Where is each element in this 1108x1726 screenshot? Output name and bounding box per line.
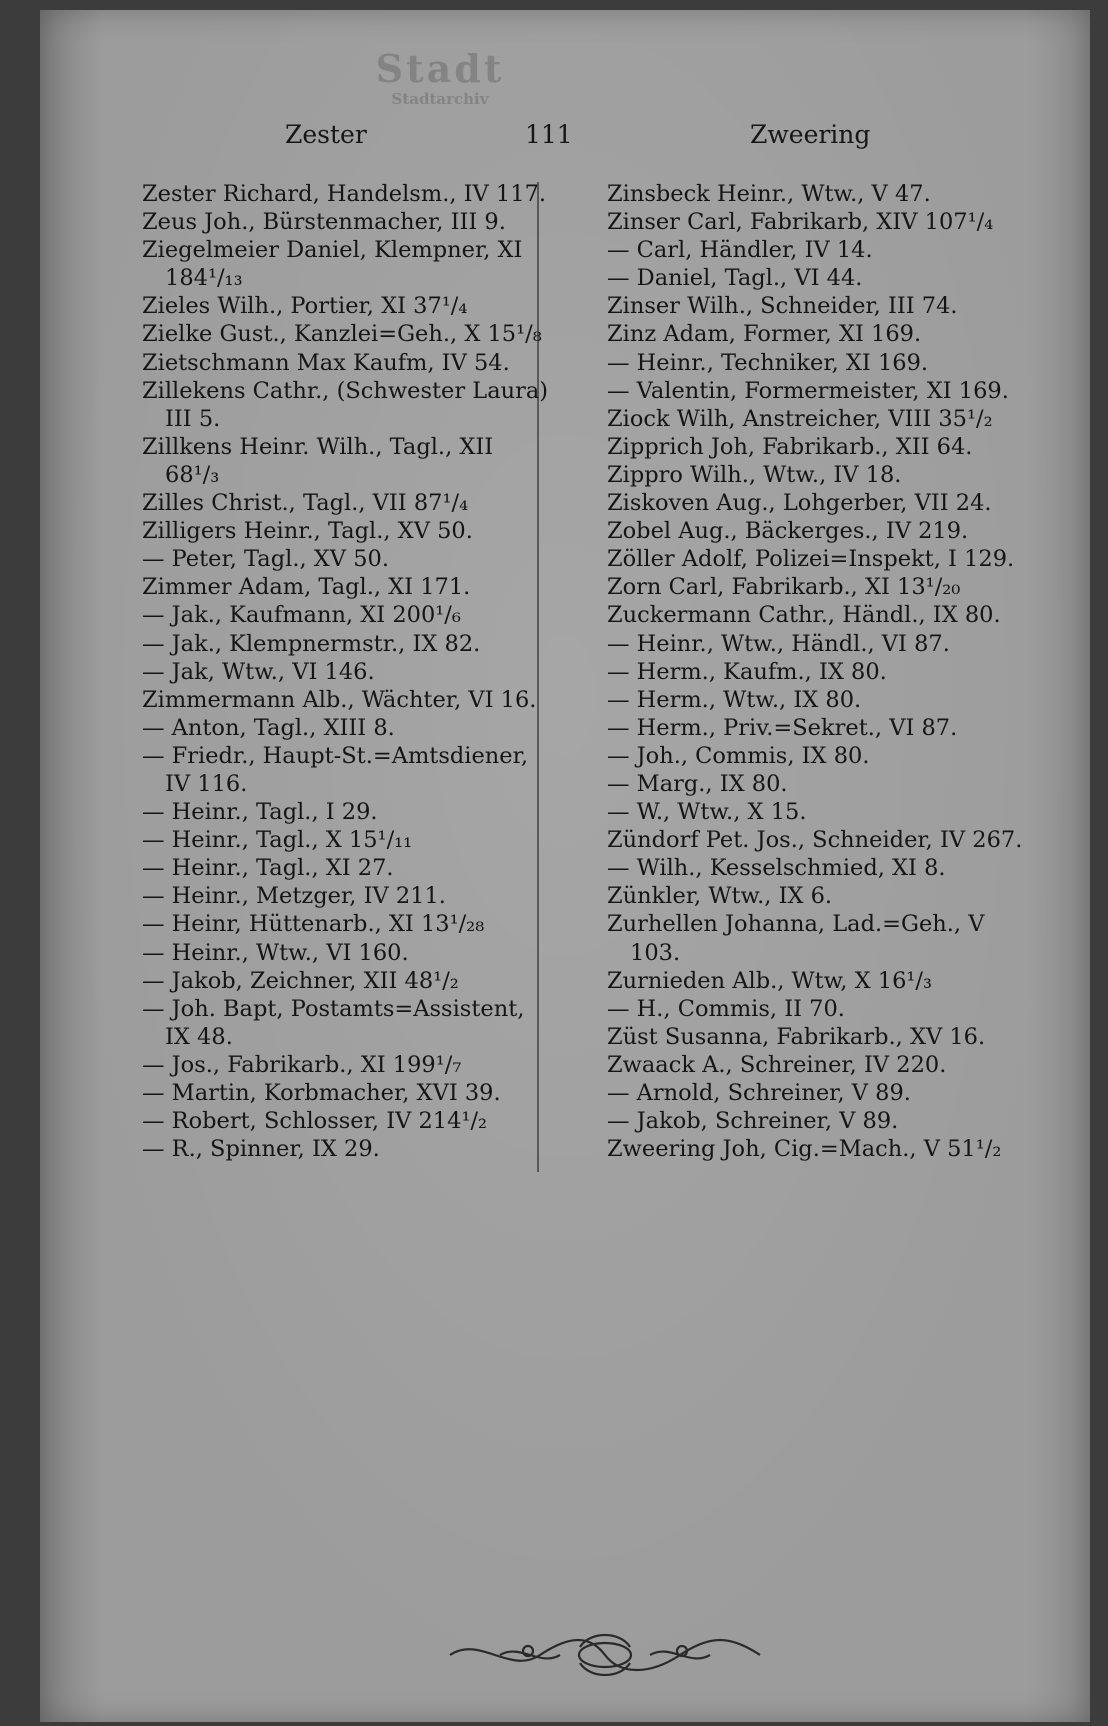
directory-entry: — Daniel, Tagl., VI 44. bbox=[607, 265, 863, 292]
directory-entry: — Jak., Kaufmann, XI 200¹/₆ bbox=[142, 602, 461, 629]
directory-entry: Ziegelmeier Daniel, Klempner, XI bbox=[142, 237, 523, 264]
right-column bbox=[557, 180, 1057, 1163]
directory-entry: — Marg., IX 80. bbox=[607, 770, 788, 797]
directory-entry: Zobel Aug., Bäckerges., IV 219. bbox=[607, 518, 969, 545]
directory-entry: — Joh., Commis, IX 80. bbox=[607, 742, 870, 769]
directory-entry: — Heinr., Wtw., Händl., VI 87. bbox=[607, 630, 950, 657]
directory-entry: Zillkens Heinr. Wilh., Tagl., XII bbox=[142, 433, 494, 460]
directory-entry: Zipprich Joh, Fabrikarb., XII 64. bbox=[607, 433, 973, 460]
directory-entry: — W., Wtw., X 15. bbox=[607, 799, 807, 826]
directory-entry: — Valentin, Formermeister, XI 169. bbox=[607, 377, 1009, 404]
left-column bbox=[92, 180, 562, 1163]
directory-entry: Zielke Gust., Kanzlei=Geh., X 15¹/₈ bbox=[142, 321, 542, 348]
directory-entry: Zweering Joh, Cig.=Mach., V 51¹/₂ bbox=[607, 1136, 1002, 1163]
directory-entry: Zöller Adolf, Polizei=Inspekt, I 129. bbox=[607, 546, 1015, 573]
directory-entry: — Jos., Fabrikarb., XI 199¹/₇ bbox=[142, 1051, 462, 1078]
directory-entry: — Jakob, Zeichner, XII 48¹/₂ bbox=[142, 967, 459, 994]
directory-entry: — Herm., Wtw., IX 80. bbox=[607, 686, 862, 713]
entry-continuation: IV 116. bbox=[165, 770, 248, 797]
library-stamp: Stadt bbox=[375, 46, 505, 91]
directory-entry: Zünkler, Wtw., IX 6. bbox=[607, 883, 833, 910]
directory-entry: Zinz Adam, Former, XI 169. bbox=[607, 321, 922, 348]
header-last-entry: Zweering bbox=[750, 120, 871, 149]
directory-entry: Ziock Wilh, Anstreicher, VIII 35¹/₂ bbox=[607, 405, 993, 432]
directory-entry: — Wilh., Kesselschmied, XI 8. bbox=[607, 855, 946, 882]
directory-entry: Ziskoven Aug., Lohgerber, VII 24. bbox=[607, 490, 992, 517]
directory-entry: — Herm., Priv.=Sekret., VI 87. bbox=[607, 714, 958, 741]
directory-entry: Zilligers Heinr., Tagl., XV 50. bbox=[142, 518, 473, 545]
directory-entry: Zündorf Pet. Jos., Schneider, IV 267. bbox=[607, 827, 1023, 854]
directory-entry: Zeus Joh., Bürstenmacher, III 9. bbox=[142, 209, 506, 236]
directory-entry: — Martin, Korbmacher, XVI 39. bbox=[142, 1080, 501, 1106]
ornament-flourish bbox=[440, 1625, 770, 1685]
entry-continuation: 184¹/₁₃ bbox=[165, 265, 243, 292]
directory-entry: — R., Spinner, IX 29. bbox=[142, 1136, 380, 1163]
directory-entry: — Heinr., Tagl., XI 27. bbox=[142, 855, 394, 882]
directory-entry: — Jakob, Schreiner, V 89. bbox=[607, 1108, 899, 1135]
directory-entry: — Herm., Kaufm., IX 80. bbox=[607, 658, 887, 685]
directory-entry: Züst Susanna, Fabrikarb., XV 16. bbox=[607, 1023, 986, 1050]
directory-entry: — Peter, Tagl., XV 50. bbox=[142, 546, 389, 573]
directory-entry: Zietschmann Max Kaufm, IV 54. bbox=[142, 349, 510, 376]
directory-entry: — Joh. Bapt, Postamts=Assistent, bbox=[142, 995, 525, 1022]
library-stamp-subtitle: Stadtarchiv bbox=[391, 90, 489, 108]
page-number: 111 bbox=[525, 120, 573, 149]
directory-entry: Zimmer Adam, Tagl., XI 171. bbox=[142, 574, 471, 601]
directory-entry: — Jak, Wtw., VI 146. bbox=[142, 658, 375, 685]
directory-entry: Zinsbeck Heinr., Wtw., V 47. bbox=[607, 181, 931, 207]
page-header bbox=[40, 120, 1090, 160]
entry-continuation: 103. bbox=[630, 939, 681, 966]
directory-entry: — Robert, Schlosser, IV 214¹/₂ bbox=[142, 1108, 488, 1135]
directory-entry: — Heinr., Techniker, XI 169. bbox=[607, 349, 929, 376]
directory-entry: — Heinr., Tagl., I 29. bbox=[142, 799, 378, 826]
entry-continuation: 68¹/₃ bbox=[165, 461, 220, 488]
directory-entry: Zurnieden Alb., Wtw, X 16¹/₃ bbox=[607, 967, 933, 994]
directory-entry: — Heinr., Tagl., X 15¹/₁₁ bbox=[142, 827, 413, 854]
entry-continuation: IX 48. bbox=[165, 1023, 233, 1050]
directory-entry: Zinser Carl, Fabrikarb, XIV 107¹/₄ bbox=[607, 209, 994, 236]
directory-entry: — Jak., Klempnermstr., IX 82. bbox=[142, 630, 481, 657]
directory-entry: Zester Richard, Handelsm., IV 117. bbox=[142, 181, 547, 207]
directory-entry: — H., Commis, II 70. bbox=[607, 995, 845, 1022]
directory-entry: — Arnold, Schreiner, V 89. bbox=[607, 1080, 911, 1106]
directory-entry: Zimmermann Alb., Wächter, VI 16. bbox=[142, 686, 537, 713]
directory-entry: — Heinr., Wtw., VI 160. bbox=[142, 939, 409, 966]
directory-entry: Zieles Wilh., Portier, XI 37¹/₄ bbox=[142, 293, 468, 320]
directory-entry: — Carl, Händler, IV 14. bbox=[607, 237, 873, 264]
directory-entry: Zurhellen Johanna, Lad.=Geh., V bbox=[607, 911, 985, 938]
directory-entry: — Heinr., Metzger, IV 211. bbox=[142, 883, 446, 910]
directory-entry: Zippro Wilh., Wtw., IV 18. bbox=[607, 461, 902, 488]
directory-entry: Zillekens Cathr., (Schwester Laura) bbox=[142, 377, 549, 404]
directory-entry: Zwaack A., Schreiner, IV 220. bbox=[607, 1051, 947, 1078]
directory-entry: — Anton, Tagl., XIII 8. bbox=[142, 714, 395, 741]
entry-continuation: III 5. bbox=[165, 405, 221, 432]
directory-entry: Zuckermann Cathr., Händl., IX 80. bbox=[607, 602, 1001, 629]
directory-entry: — Heinr, Hüttenarb., XI 13¹/₂₈ bbox=[142, 911, 485, 938]
header-first-entry: Zester bbox=[285, 120, 367, 149]
directory-entry: Zinser Wilh., Schneider, III 74. bbox=[607, 293, 958, 320]
directory-entry: — Friedr., Haupt-St.=Amtsdiener, bbox=[142, 742, 529, 769]
directory-entry: Zorn Carl, Fabrikarb., XI 13¹/₂₀ bbox=[607, 574, 961, 601]
directory-page bbox=[40, 10, 1090, 1722]
directory-entry: Zilles Christ., Tagl., VII 87¹/₄ bbox=[142, 490, 469, 517]
